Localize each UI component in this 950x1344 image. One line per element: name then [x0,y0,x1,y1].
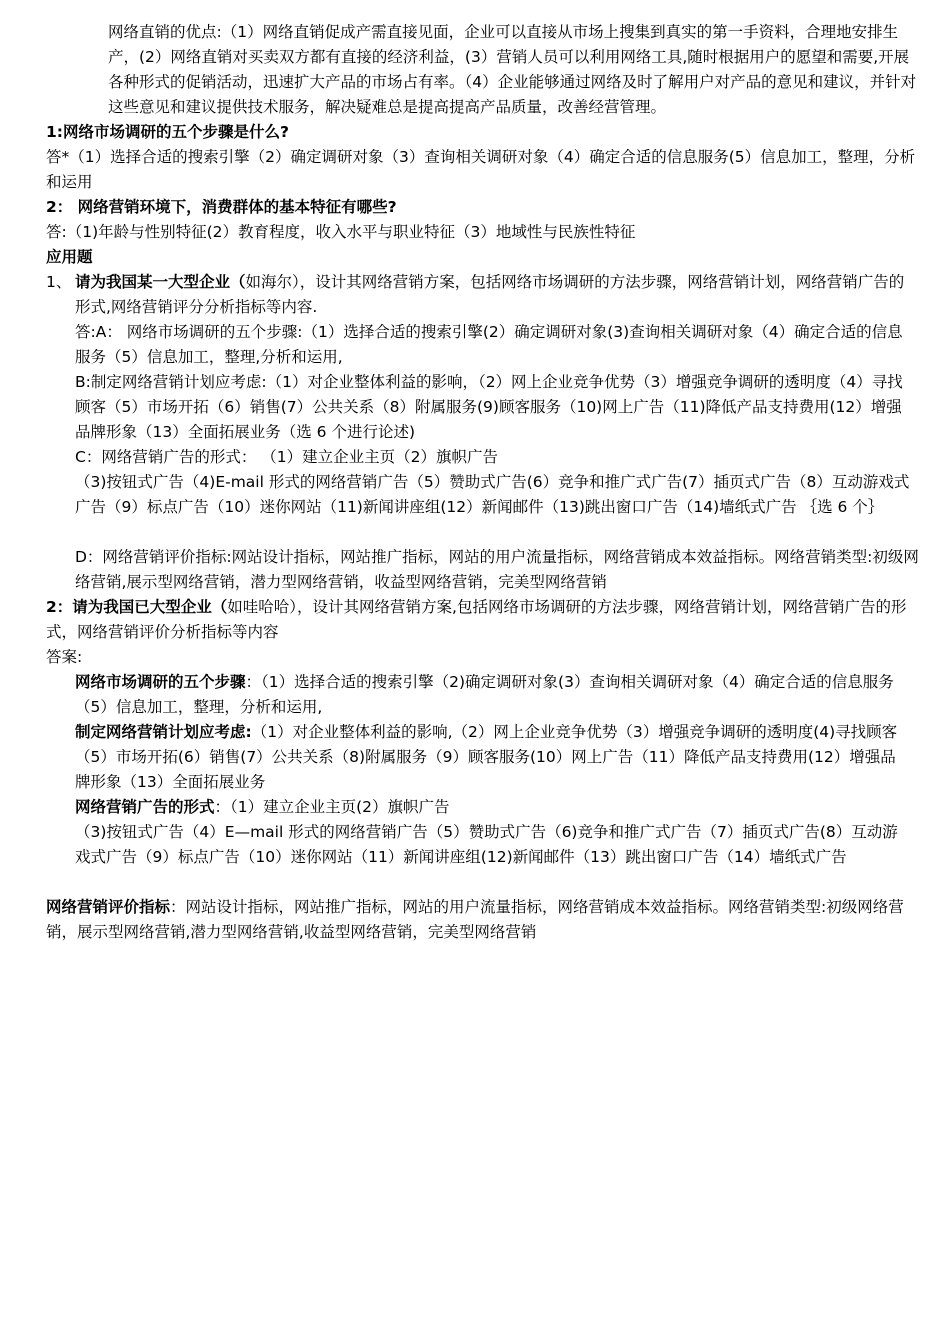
q2-answer: 答:（1)年龄与性别特征(2）教育程度，收入水平与职业特征（3）地域性与民族性特征 [46,223,636,241]
app1-answer-c1: C：网络营销广告的形式： （1）建立企业主页（2）旗帜广告 [75,448,498,466]
app2-answer-label: 答案: [46,648,83,666]
app2-step1-text: ：（1）选择合适的搜索引擎（2)确定调研对象(3）查询相关调研对象（4）确定合适的信息服务（5）信息加工，整理，分析和运用, [75,673,894,716]
app2-question [46,595,916,645]
app1-answer-d: D：网络营销评价指标:网站设计指标，网站推广指标，网站的用户流量指标，网络营销成本效益指标。网络营销类型:初级网络营销,展示型网络营销，潜力型网络营销，收益型网络营销，完美型网络营销 [75,548,919,591]
q1-question: 1:网络市场调研的五个步骤是什么? [46,123,289,141]
app2-step3 [75,795,910,820]
app1-text [75,270,916,320]
section-title: 应用题 [46,248,93,266]
app2-step2-title: 制定网络营销计划应考虑: [75,723,252,741]
app1-question [46,270,916,320]
q2-question: 2： 网络营销环境下，消费群体的基本特征有哪些? [46,198,397,216]
app2-step4 [46,895,916,945]
app2-step3-cont: （3)按钮式广告（4）E—mail 形式的网络营销广告（5）赞助式广告（6)竞争和推广式广告（7）插页式广告(8）互动游戏式广告（9）标点广告（10）迷你网站（11）新闻讲座组(12)新闻邮件（13）跳出窗口广告（14）墙纸式广告 [75,823,898,866]
app1-rest: 如海尔），设计其网络营销方案，包括网络市场调研的方法步骤，网络营销计划，网络营销广告的形式,网络营销评分分析指标等内容. [75,273,905,316]
app1-answer-c2: （3)按钮式广告（4)E-mail 形式的网络营销广告（5）赞助式广告(6）竞争和推广式广告(7）插页式广告（8）互动游戏式广告（9）标点广告（10）迷你网站（11)新闻讲座组(12）新闻邮件（13)跳出窗口广告（14)墙纸式广告 ｛选 6 个｝ [75,473,910,516]
app2-step3-title: 网络营销广告的形式 [75,798,215,816]
app2-step2-text: （1）对企业整体利益的影响,（2）网上企业竞争优势（3）增强竞争调研的透明度(4)寻找顾客（5）市场开拓(6）销售(7）公共关系（8)附属服务（9）顾客服务(10）网上广告（11）降低产品支持费用(12）增强品牌形象（13）全面拓展业务 [75,723,898,791]
app2-step4-text: ：网站设计指标，网站推广指标，网站的用户流量指标，网络营销成本效益指标。网络营销类型:初级网络营销，展示型网络营销,潜力型网络营销,收益型网络营销，完美型网络营销 [46,898,904,941]
app2-step1-title: 网络市场调研的五个步骤 [75,673,246,691]
q1-answer: 答*（1）选择合适的搜索引擎（2）确定调研对象（3）查询相关调研对象（4）确定合适的信息服务(5）信息加工，整理，分析和运用 [46,148,916,191]
app1-answer-b: B:制定网络营销计划应考虑:（1）对企业整体利益的影响，（2）网上企业竞争优势（3）增强竞争调研的透明度（4）寻找顾客（5）市场开拓（6）销售(7）公共关系（8）附属服务(9)顾客服务（10)网上广告（11)降低产品支持费用(12）增强品牌形象（13）全面拓展业务（选 6 个进行论述) [75,373,903,441]
app1-answer-a: 答:A： 网络市场调研的五个步骤:（1）选择合适的搜索引擎(2）确定调研对象(3)查询相关调研对象（4）确定合适的信息服务（5）信息加工，整理,分析和运用, [75,323,903,366]
app2-rest: 如哇哈哈），设计其网络营销方案,包括网络市场调研的方法步骤，网络营销计划，网络营销广告的形式，网络营销评价分析指标等内容 [46,598,907,641]
app2-step1 [75,670,910,720]
intro-paragraph: 网络直销的优点:（1）网络直销促成产需直接见面，企业可以直接从市场上搜集到真实的第一手资料，合理地安排生产，(2）网络直销对买卖双方都有直接的经济利益，(3）营销人员可以利用网络工具,随时根据用户的愿望和需要,开展各种形式的促销活动，迅速扩大产品的市场占有率。（4）企业能够通过网络及时了解用户对产品的意见和建议，并针对这些意见和建议提供技术服务，解决疑难总是提高提高产品质量，改善经营管理。 [108,23,917,116]
app2-step3-text: ：（1）建立企业主页(2）旗帜广告 [214,798,450,816]
app2-bold: 2：请为我国已大型企业（ [46,598,228,616]
app2-step2 [75,720,910,795]
app1-number: 1、 [46,273,72,291]
app2-step4-title: 网络营销评价指标 [46,898,171,916]
app1-bold: 请为我国某一大型企业（ [75,273,246,291]
